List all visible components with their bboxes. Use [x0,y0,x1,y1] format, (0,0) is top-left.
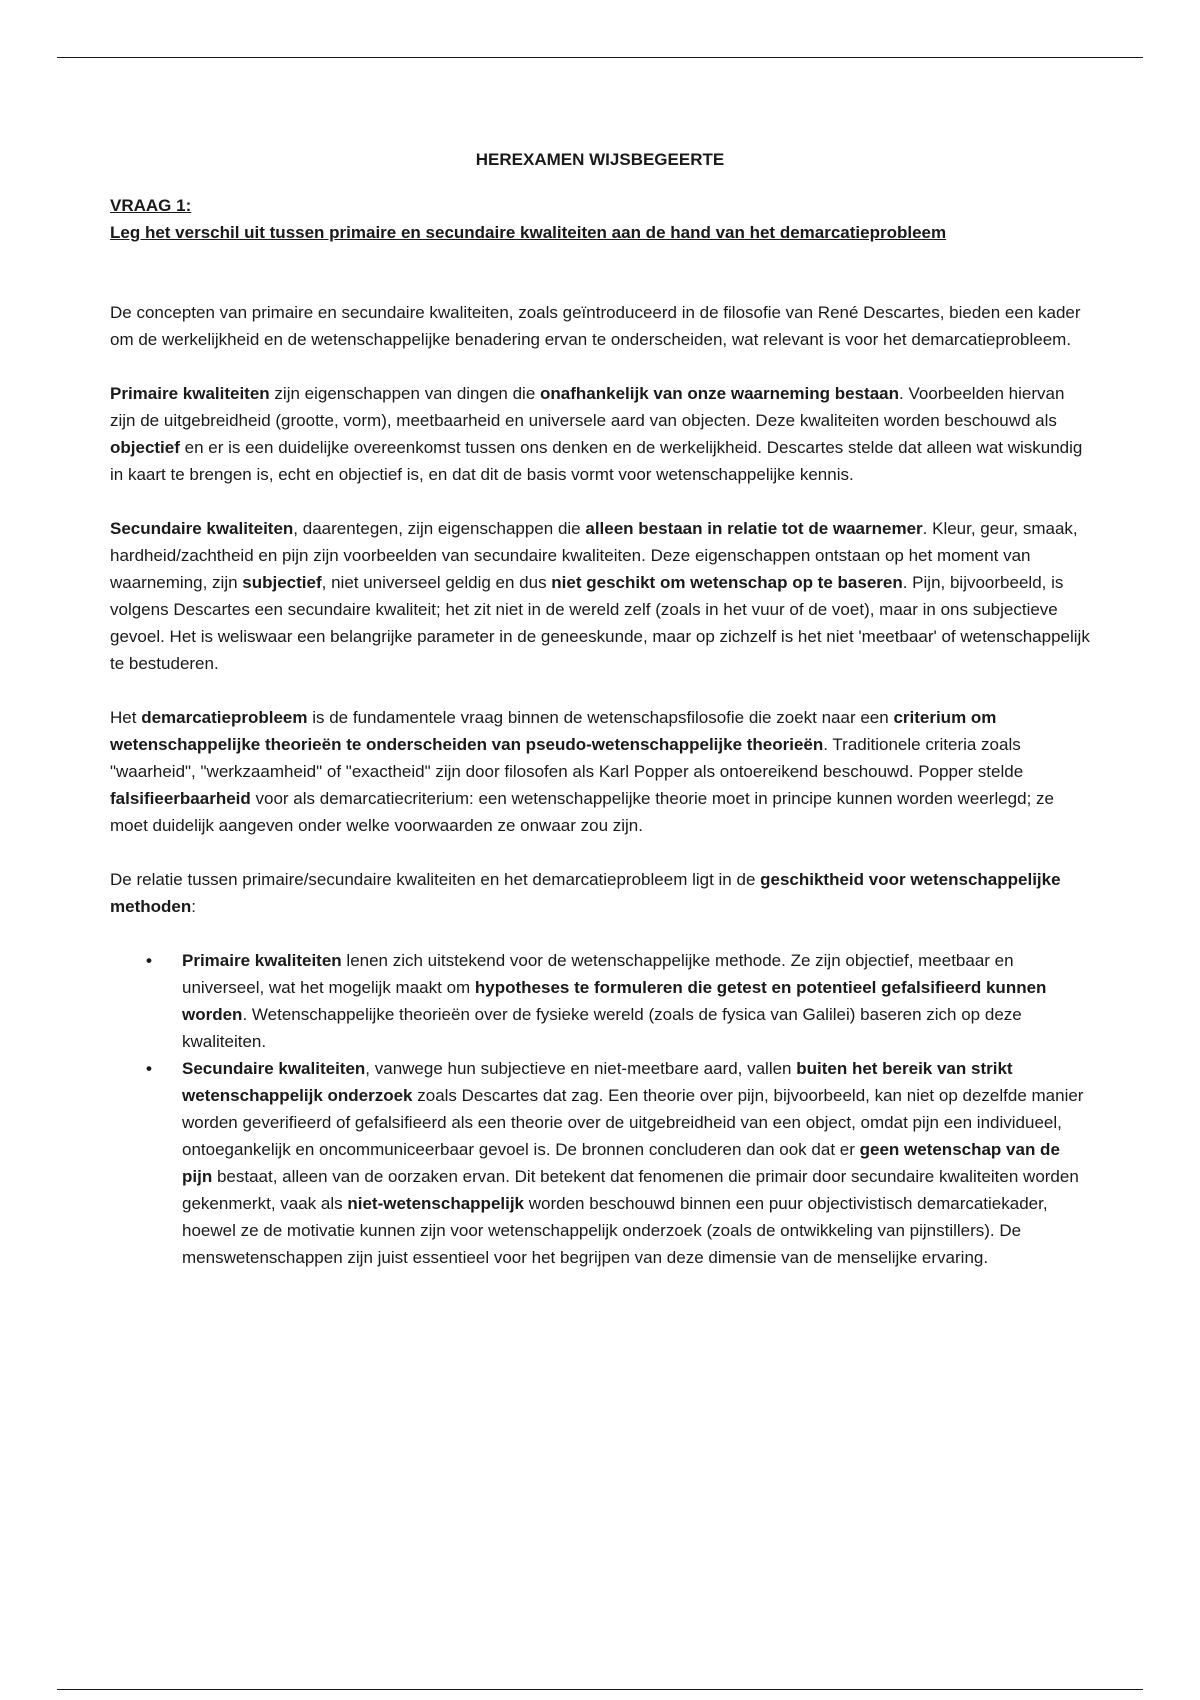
question-text: Leg het verschil uit tussen primaire en secundaire kwaliteiten aan de hand van het demarcatieprobleem [110,223,947,242]
bullet-icon: • [146,1059,152,1078]
paragraph-intro: De concepten van primaire en secundaire kwaliteiten, zoals geïntroduceerd in de filosofie van René Descartes, bieden een kader om de werkelijkheid en de wetenschappelijke benadering ervan te onderscheiden, wat relevant is voor het demarcatieprobleem. [110,303,1081,349]
bullet-list [110,947,1090,1271]
document-page [110,149,1090,1271]
footer-rule [57,1689,1143,1690]
list-item: • Primaire kwaliteiten lenen zich uitstekend voor de wetenschappelijke methode. Ze zijn objectief, meetbaar en universeel, wat het mogelijk maakt om hypotheses te formuleren die getest en potentieel gefalsifieerd kunnen worden. Wetenschappelijke theorieën over de fysieke wereld (zoals de fysica van Galilei) baseren zich op deze kwaliteiten. [110,947,1090,1055]
paragraph-demarcation-problem: Het demarcatieprobleem is de fundamentele vraag binnen de wetenschapsfilosofie die zoekt naar een criterium om wetenschappelijke theorieën te onderscheiden van pseudo-wetenschappelijke theorieën. Traditionele criteria zoals "waarheid", "werkzaamheid" of "exactheid" zijn door filosofen als Karl Popper als ontoereikend beschouwd. Popper stelde falsifieerbaarheid voor als demarcatiecriterium: een wetenschappelijke theorie moet in principe kunnen worden weerlegd; ze moet duidelijk aangeven onder welke voorwaarden ze onwaar zou zijn. [110,708,1054,835]
paragraph-relation: De relatie tussen primaire/secundaire kwaliteiten en het demarcatieprobleem ligt in de geschiktheid voor wetenschappelijke methoden: [110,870,1061,916]
paragraph-primary-qualities: Primaire kwaliteiten zijn eigenschappen van dingen die onafhankelijk van onze waarneming bestaan. Voorbeelden hiervan zijn de uitgebreidheid (grootte, vorm), meetbaarheid en universele aard van objecten. Deze kwaliteiten worden beschouwd als objectief en er is een duidelijke overeenkomst tussen ons denken en de werkelijkheid. Descartes stelde dat alleen wat wiskundig in kaart te brengen is, echt en objectief is, en dat dit de basis vormt voor wetenschappelijke kennis. [110,384,1083,484]
document-title: HEREXAMEN WIJSBEGEERTE [475,150,725,169]
list-item: • Secundaire kwaliteiten, vanwege hun subjectieve en niet-meetbare aard, vallen buiten het bereik van strikt wetenschappelijk onderzoek zoals Descartes dat zag. Een theorie over pijn, bijvoorbeeld, kan niet op dezelfde manier worden geverifieerd of gefalsifieerd als een theorie over de uitgebreidheid van een object, omdat pijn een individueel, ontoegankelijk en oncommuniceerbaar gevoel is. De bronnen concluderen dan ook dat er geen wetenschap van de pijn bestaat, alleen van de oorzaken ervan. Dit betekent dat fenomenen die primair door secundaire kwaliteiten worden gekenmerkt, vaak als niet-wetenschappelijk worden beschouwd binnen een puur objectivistisch demarcatiekader, hoewel ze de motivatie kunnen zijn voor wetenschappelijk onderzoek (zoals de ontwikkeling van pijnstillers). De menswetenschappen zijn juist essentieel voor het begrijpen van deze dimensie van de menselijke ervaring. [110,1055,1090,1271]
bullet-icon: • [146,951,152,970]
question-label: VRAAG 1: [110,196,192,215]
paragraph-secondary-qualities: Secundaire kwaliteiten, daarentegen, zijn eigenschappen die alleen bestaan in relatie tot de waarnemer. Kleur, geur, smaak, hardheid/zachtheid en pijn zijn voorbeelden van secundaire kwaliteiten. Deze eigenschappen ontstaan op het moment van waarneming, zijn subjectief, niet universeel geldig en dus niet geschikt om wetenschap op te baseren. Pijn, bijvoorbeeld, is volgens Descartes een secundaire kwaliteit; het zit niet in de wereld zelf (zoals in het vuur of de voet), maar in ons subjectieve gevoel. Het is weliswaar een belangrijke parameter in de geneeskunde, maar op zichzelf is het niet 'meetbaar' of wetenschappelijk te bestuderen. [110,519,1090,673]
header-rule [57,57,1143,58]
